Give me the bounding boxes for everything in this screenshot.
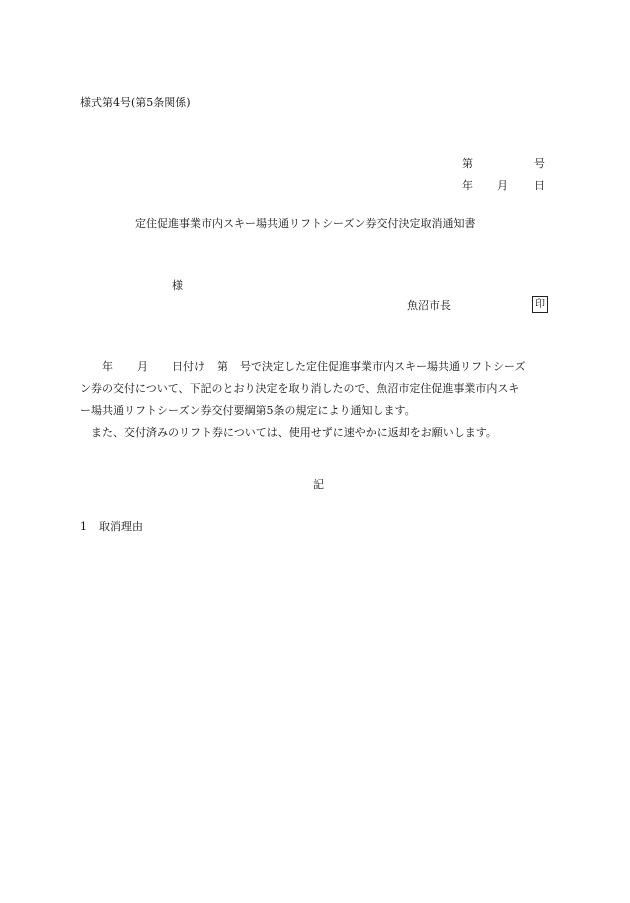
- document-title: 定住促進事業市内スキー場共通リフトシーズン券交付決定取消通知書: [135, 217, 476, 230]
- body-year: 年: [102, 360, 113, 373]
- ki-heading: 記: [313, 478, 324, 491]
- body-line-4: また、交付済みのリフト券については、使用せずに速やかに返却をお願いします。: [80, 426, 497, 439]
- body-text: [80, 356, 548, 444]
- body-line-3: ー場共通リフトシーズン券交付要綱第5条の規定により通知します。: [80, 404, 416, 417]
- date-year-label: 年: [462, 179, 473, 192]
- doc-number-label: 第: [462, 157, 473, 170]
- body-line-1-rest: 号で決定した定住促進事業市内スキー場共通リフトシーズ: [240, 360, 526, 373]
- item-number: 1: [80, 520, 87, 533]
- body-number-label: 第: [217, 360, 228, 373]
- item-label: 取消理由: [99, 520, 143, 533]
- date-month-label: 月: [497, 179, 508, 192]
- recipient-honorific: 様: [172, 279, 183, 292]
- body-line-2: ン券の交付について、下記のとおり決定を取り消したので、魚沼市定住促進事業市内スキ: [80, 382, 520, 395]
- body-line-1: [80, 356, 548, 378]
- list-item: [80, 520, 143, 534]
- body-date-attached: 日付け: [172, 360, 205, 373]
- date-day-label: 日: [534, 179, 545, 192]
- form-number: 様式第4号(第5条関係): [80, 96, 191, 109]
- doc-number-suffix: 号: [534, 157, 545, 170]
- issuer-name: 魚沼市長: [407, 299, 451, 312]
- seal-mark: 印: [532, 296, 548, 313]
- body-month: 月: [137, 360, 148, 373]
